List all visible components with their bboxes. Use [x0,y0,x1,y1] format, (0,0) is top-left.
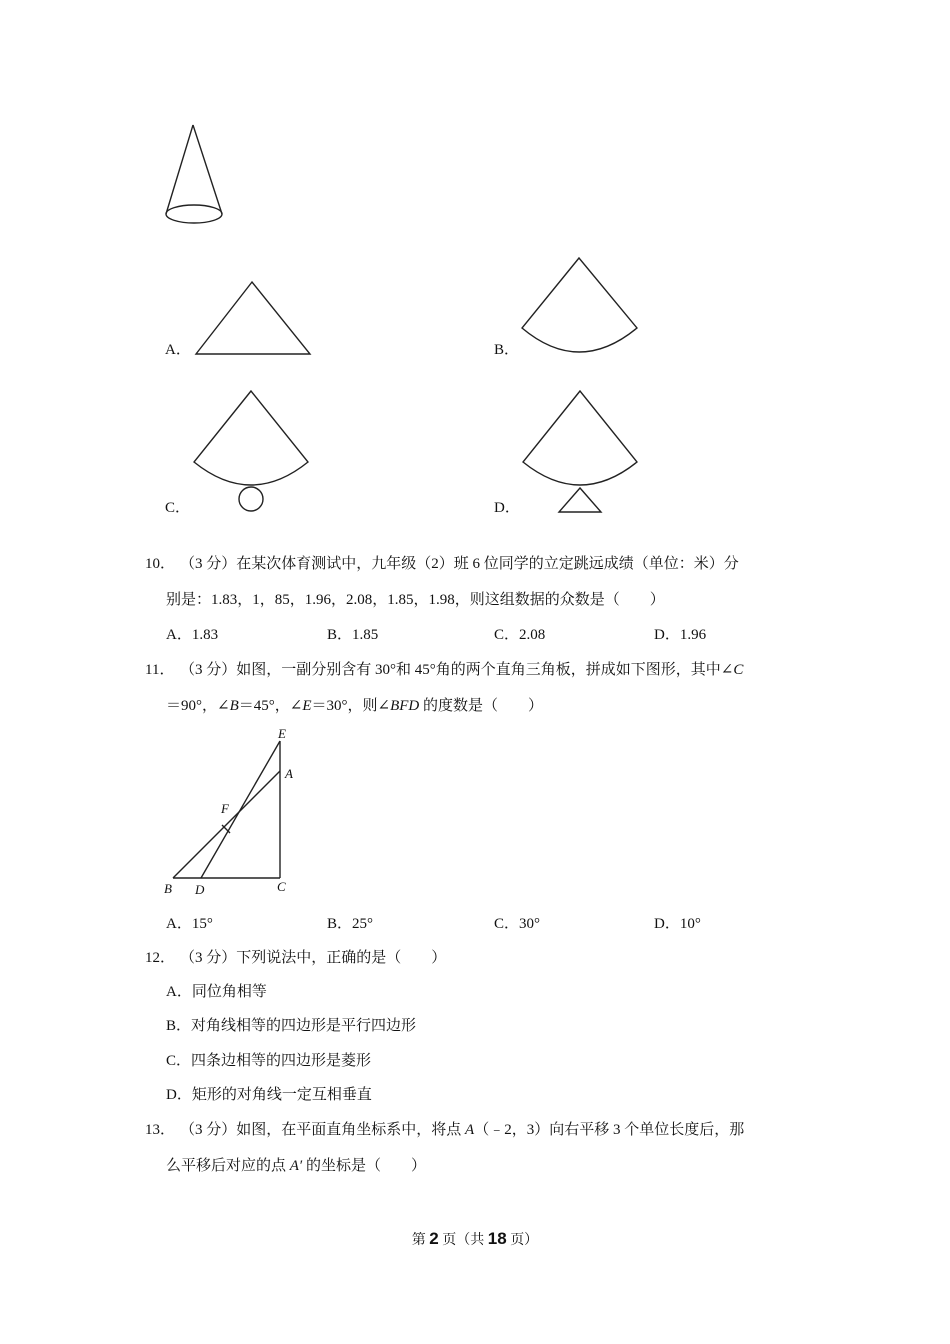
stem-text: （3 分）如图，在平面直角坐标系中，将点 [180,1122,466,1138]
option-a[interactable]: A．1.83 [166,627,219,643]
option-b[interactable]: B．1.85 [327,627,379,643]
stem-text: 么平移后对应的点 [166,1158,290,1174]
page-number: 2 [429,1229,439,1248]
stem-text: ＝45°，∠ [238,698,303,714]
question-stem-line: （3 分）下列说法中，正确的是（ ） [180,950,447,966]
footer-middle: 页（共 [438,1233,488,1248]
option-a-label[interactable]: A． [165,342,191,358]
question-number: 13． [145,1122,176,1138]
question-number: 11． [145,662,175,678]
point-letter: A [465,1122,475,1138]
footer-prefix: 第 [411,1233,430,1248]
option-a[interactable]: A．同位角相等 [166,984,267,1000]
page-footer [0,1229,950,1249]
stem-text: 的度数是（ ） [419,698,544,714]
label-a: A [285,766,293,781]
label-f: F [221,801,229,816]
total-pages: 18 [487,1229,507,1248]
label-b: B [164,881,172,896]
stem-text: （3 分）如图，一副分别含有 30°和 45°角的两个直角三角板，拼成如下图形，其中∠ [180,662,734,678]
option-d-label[interactable]: D． [494,500,520,516]
question-number: 10． [145,556,176,572]
label-d: D [195,882,205,897]
option-c-label[interactable]: C． [165,500,191,516]
option-d[interactable]: D．1.96 [654,627,707,643]
segment-ba [173,771,280,878]
stem-text: ＝30°，则∠ [311,698,391,714]
stem-text: ＝90°，∠ [166,698,230,714]
option-c[interactable]: C．四条边相等的四边形是菱形 [166,1053,372,1069]
angle-letter: BFD [390,698,420,714]
question-stem-line: 别是：1.83，1，85，1.96，2.08，1.85，1.98，则这组数据的众数是（ ） [166,592,665,608]
stem-text: （﹣2，3）向右平移 3 个单位长度后，那 [474,1122,745,1138]
footer-suffix: 页） [506,1233,539,1248]
segment-de [201,741,280,878]
stem-text: 的坐标是（ ） [302,1158,426,1174]
question-stem-line: （3 分）在某次体育测试中，九年级（2）班 6 位同学的立定跳远成绩（单位：米）分 [180,556,739,572]
angle-letter: B [229,698,239,714]
option-b[interactable]: B．25° [327,916,374,932]
question-stem-line [180,1120,744,1140]
point-letter: A′ [289,1158,303,1174]
angle-letter: E [302,698,312,714]
label-c: C [277,879,286,894]
question-stem-line [166,1156,426,1176]
question-number: 12． [145,950,176,966]
option-b-label[interactable]: B． [494,342,520,358]
option-d[interactable]: D．矩形的对角线一定互相垂直 [166,1087,372,1103]
option-d[interactable]: D．10° [654,916,701,932]
option-c[interactable]: C．30° [494,916,541,932]
label-e: E [278,726,286,741]
option-b[interactable]: B．对角线相等的四边形是平行四边形 [166,1018,417,1034]
angle-letter: C [733,662,744,678]
option-c[interactable]: C．2.08 [494,627,546,643]
option-a[interactable]: A．15° [166,916,213,932]
